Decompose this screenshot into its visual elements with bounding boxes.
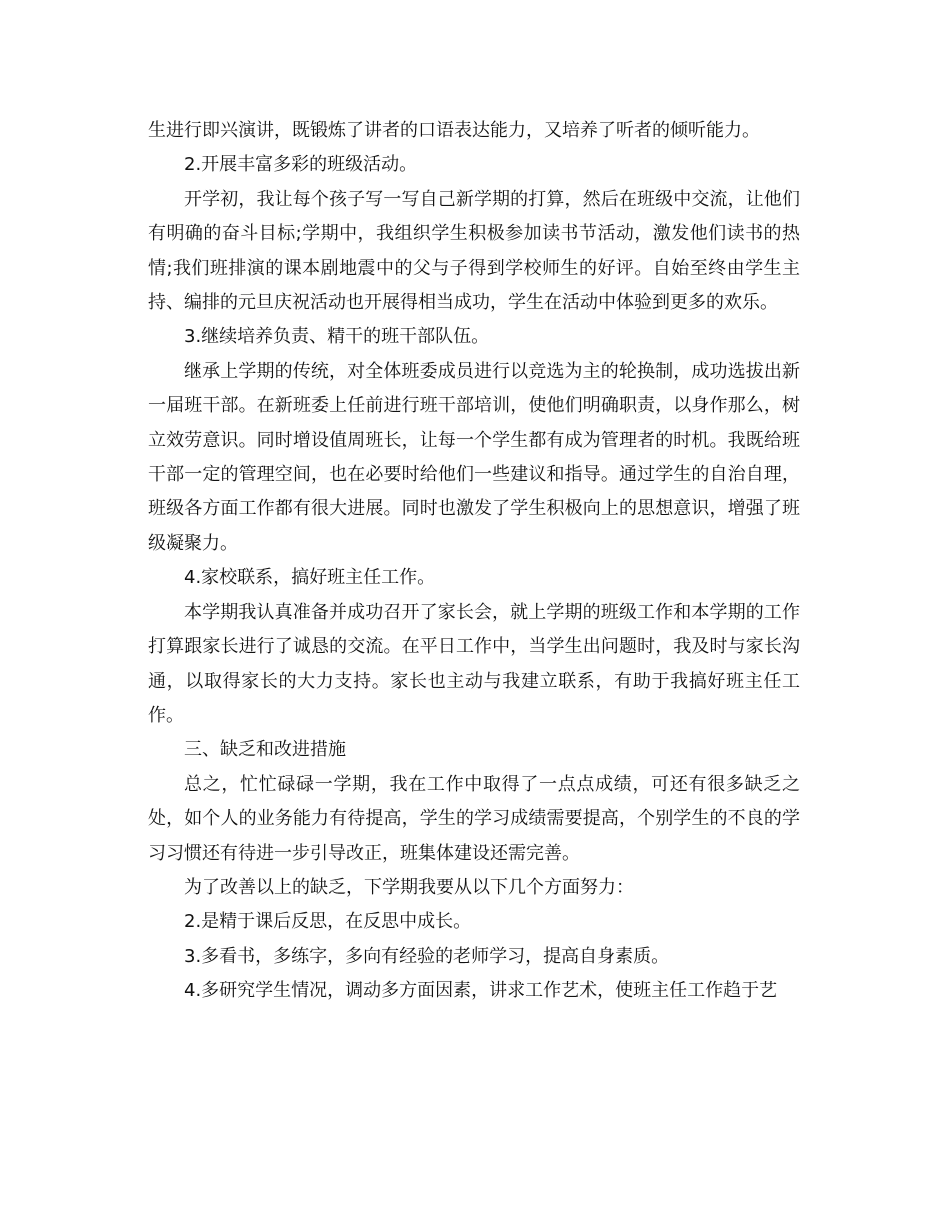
list-item: 4.多研究学生情况，调动多方面因素，讲求工作艺术，使班主任工作趋于艺 (184, 980, 778, 1002)
paragraph: 为了改善以上的缺乏，下学期我要从以下几个方面努力： (184, 876, 634, 898)
document-body (148, 114, 800, 1009)
section-heading: 3.继续培养负责、精干的班干部队伍。 (184, 326, 490, 348)
paragraph: 本学期我认真准备并成功召开了家长会，就上学期的班级工作和本学期的工作打算跟家长进行了诚恳的交流。在平日工作中，当学生出问题时，我及时与家长沟通，以取得家长的大力支持。家长也主动与我建立联系，有助于我搞好班主任工作。 (148, 601, 800, 726)
section-heading: 2.开展丰富多彩的班级活动。 (184, 154, 418, 176)
section-heading: 4.家校联系，搞好班主任工作。 (184, 567, 436, 589)
paragraph: 开学初，我让每个孩子写一写自己新学期的打算，然后在班级中交流，让他们有明确的奋斗目标;学期中，我组织学生积极参加读书节活动，激发他们读书的热情;我们班排演的课本剧地震中的父与子得到学校师生的好评。自始至终由学生主持、编排的元旦庆祝活动也开展得相当成功，学生在活动中体验到更多的欢乐。 (148, 188, 800, 314)
paragraph: 生进行即兴演讲，既锻炼了讲者的口语表达能力，又培养了听者的倾听能力。 (148, 120, 760, 141)
list-item: 2.是精于课后反思，在反思中成长。 (184, 911, 472, 933)
section-heading: 三、缺乏和改进措施 (184, 739, 346, 761)
list-item: 3.多看书，多练字，多向有经验的老师学习，提高自身素质。 (184, 945, 670, 967)
paragraph: 继承上学期的传统，对全体班委成员进行以竞选为主的轮换制，成功选拔出新一届班干部。在新班委上任前进行班干部培训，使他们明确职责，以身作那么，树立效劳意识。同时增设值周班长，让每一个学生都有成为管理者的时机。我既给班干部一定的管理空间，也在必要时给他们一些建议和指导。通过学生的自治自理，班级各方面工作都有很大进展。同时也激发了学生积极向上的思想意识，增强了班级凝聚力。 (148, 360, 800, 554)
paragraph: 总之，忙忙碌碌一学期，我在工作中取得了一点点成绩，可还有很多缺乏之处，如个人的业务能力有待提高，学生的学习成绩需要提高，个别学生的不良的学习习惯还有待进一步引导改正，班集体建设还需完善。 (148, 773, 800, 864)
